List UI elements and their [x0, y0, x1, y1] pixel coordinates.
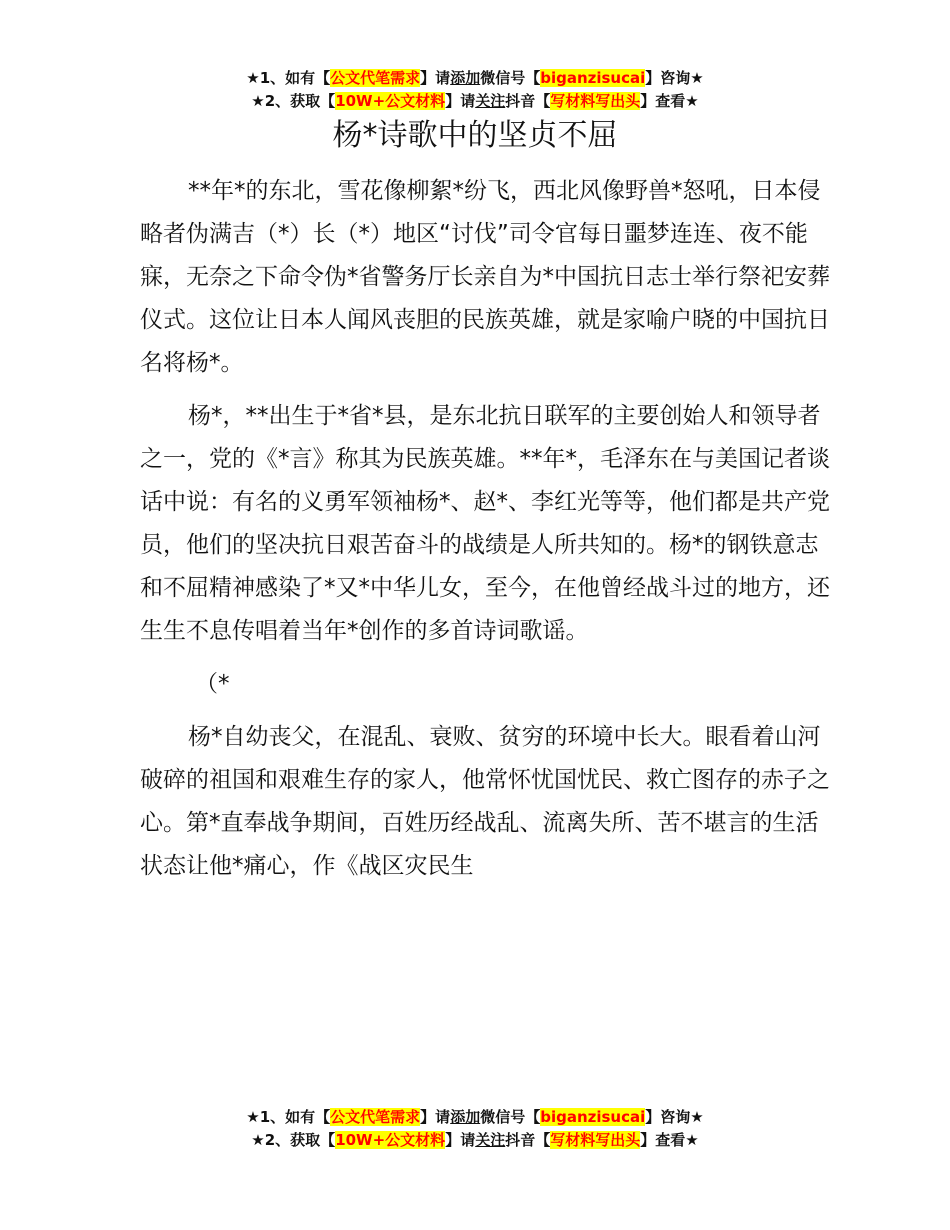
header-promo-banner [0, 67, 950, 113]
promo-highlight: 公文代笔需求 [330, 1108, 421, 1126]
promo-highlight: 公文代笔需求 [330, 69, 421, 87]
douyin-id-highlight: 写材料写出头 [550, 92, 641, 110]
wechat-id-highlight: biganzisucai [540, 69, 646, 87]
promo-highlight: 10W+公文材料 [335, 92, 446, 110]
wechat-id-highlight: biganzisucai [540, 1108, 646, 1126]
paragraph: **年*的东北，雪花像柳絮*纷飞，西北风像野兽*怒吼，日本侵略者伪满吉（*）长（*）地区“讨伐”司令官每日噩梦连连、夜不能寐，无奈之下命令伪*省警务厅长亲自为*中国抗日志士举行祭祀安葬仪式。这位让日本人闻风丧胆的民族英雄，就是家喻户晓的中国抗日名将杨*。 [140, 178, 830, 376]
document-body [140, 170, 840, 898]
footer-promo-banner [0, 1106, 950, 1152]
document-title: 杨*诗歌中的坚贞不屈 [332, 118, 618, 153]
promo-line-2: ★2、获取【10W+公文材料】请关注抖音【写材料写出头】查看★ [251, 92, 699, 110]
section-heading: （* [195, 671, 230, 697]
promo-line-2: ★2、获取【10W+公文材料】请关注抖音【写材料写出头】查看★ [251, 1131, 699, 1149]
douyin-id-highlight: 写材料写出头 [550, 1131, 641, 1149]
paragraph: 杨*自幼丧父，在混乱、衰败、贫穷的环境中长大。眼看着山河破碎的祖国和艰难生存的家人，他常怀忧国忧民、救亡图存的赤子之心。第*直奉战争期间，百姓历经战乱、流离失所、苦不堪言的生活状态让他*痛心，作《战区灾民生 [140, 724, 830, 879]
promo-highlight: 10W+公文材料 [335, 1131, 446, 1149]
promo-line-1: ★1、如有【公文代笔需求】请添加微信号【biganzisucai】咨询★ [246, 1108, 704, 1126]
promo-line-1: ★1、如有【公文代笔需求】请添加微信号【biganzisucai】咨询★ [246, 69, 704, 87]
paragraph: 杨*，**出生于*省*县，是东北抗日联军的主要创始人和领导者之一，党的《*言》称其为民族英雄。**年*，毛泽东在与美国记者谈话中说：有名的义勇军领袖杨*、赵*、李红光等等，他们都是共产党员，他们的坚决抗日艰苦奋斗的战绩是人所共知的。杨*的钢铁意志和不屈精神感染了*又*中华儿女，至今，在他曾经战斗过的地方，还生生不息传唱着当年*创作的多首诗词歌谣。 [140, 403, 830, 644]
